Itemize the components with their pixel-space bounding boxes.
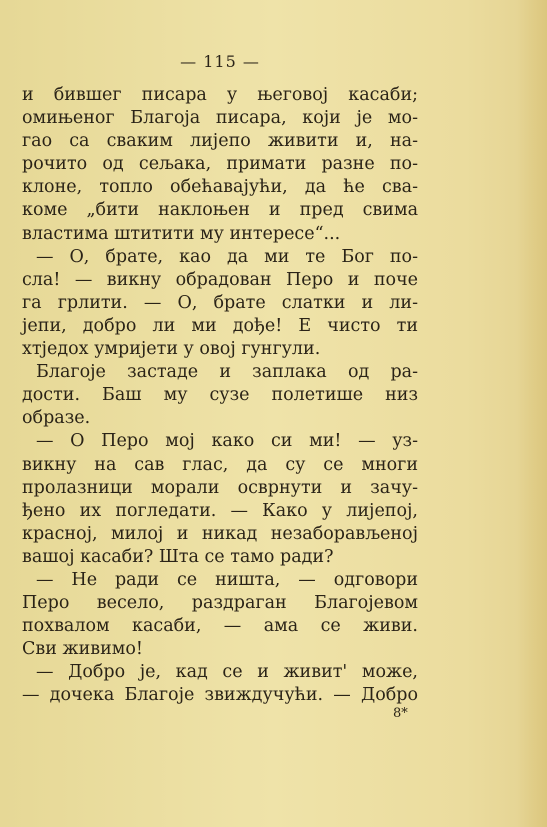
text-line: дости. Баш му сузе полетише низ [22,385,418,406]
text-line: ђено их погледати. — Како у лијепој, [22,500,418,521]
text-line: омињеног Благоја писара, који је мо- [22,108,418,129]
text-line: рочито од сељака, примати разне по- [22,154,418,175]
text-line: Перо весело, раздраган Благојевом [22,593,418,614]
text-line: гао са сваким лијепо живити и, на- [22,131,418,152]
text-line: образе. [22,408,91,429]
text-line: вашој касаби? Шта се тамо ради? [22,546,334,567]
text-line: коме „бити наклоњен и пред свима [22,200,418,221]
text-line: красној, милој и никад незаборављеној [22,523,418,544]
text-line: и бившег писара у његовој касаби; [22,85,418,105]
body-text [22,84,418,708]
text-line: хтједох умријети у овој гунгули. [22,339,321,360]
text-line: — дочека Благоје звиждучући. — Добро [22,685,418,706]
text-line: јепи, добро ли ми дође! Е чисто ти [22,315,418,336]
text-line: Благоје застаде и заплака од ра- [36,362,418,383]
text-line: — Не ради се ништа, — одговори [36,569,418,590]
text-line: властима штитити му интересе“... [22,223,341,244]
text-line: похвалом касаби, — ама се живи. [22,616,418,637]
text-line: Сви живимо! [22,639,143,660]
signature-mark: 8* [393,706,408,721]
text-line: сла! — викну обрадован Перо и поче [22,269,418,290]
text-line: — О, брате, као да ми те Бог по- [36,246,418,267]
page-number: — 115 — [180,52,260,71]
text-line: пролазници морали осврнути и зачу- [22,477,418,498]
text-line: викну на сав глас, да су се многи [22,454,418,475]
page-edge-shadow [517,0,547,827]
text-line: га грлити. — О, брате слатки и ли- [22,292,418,313]
text-line: — О Перо мој како си ми! — уз- [36,431,418,452]
text-line: — Добро је, кад се и живит' може, [36,662,418,683]
text-line: клоне, топло обећавајући, да ће сва- [22,177,418,198]
